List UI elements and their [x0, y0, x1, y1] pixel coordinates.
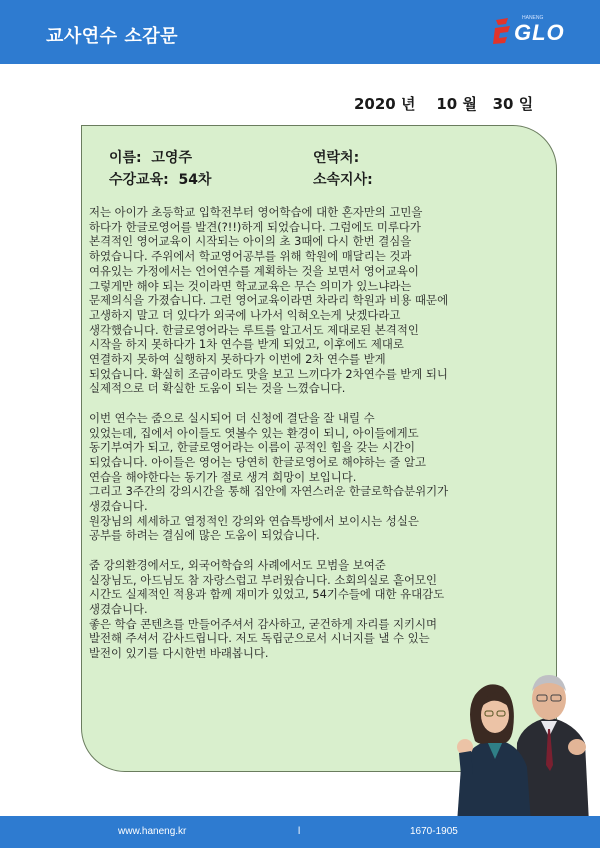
logo-subtext: HANENG: [522, 15, 544, 21]
name-value: 고영주: [151, 150, 192, 166]
body-line: 시간도 실제적인 적용과 함께 재미가 있었고, 54기수들에 대한 유대감도: [89, 587, 445, 602]
body-line: 동기부여가 되고, 한글로영어라는 이름이 공적인 힘을 갖는 시간이: [89, 440, 416, 455]
body-line: 원장님의 세세하고 열정적인 강의와 연습특방에서 보이시는 성실은: [89, 513, 419, 528]
body-line: 여유있는 가정에서는 언어연수를 계획하는 것을 보면서 영어교육이: [89, 263, 419, 278]
body-line: 문제의식을 가졌습니다. 그런 영어교육이라면 차라리 학원과 비용 때문에: [89, 293, 449, 308]
document-date: [354, 93, 533, 114]
body-line: 되었습니다. 아이들은 영어는 당연히 한글로영어로 해야하는 줄 알고: [89, 454, 427, 469]
footer-phone: 1670-1905: [410, 826, 458, 837]
course-label: 수강교육:: [109, 172, 169, 188]
body-line: 있었는데, 집에서 아이들도 엿볼수 있는 환경이 되니, 아이들에게도: [89, 425, 419, 440]
logo-mark-icon: [492, 16, 514, 46]
body-line: 연결하지 못하여 실행하지 못하다가 이번에 2차 연수를 받게: [89, 352, 386, 367]
body-line: 본격적인 영어교육이 시작되는 아이의 초 3때에 다시 한번 결심을: [89, 234, 412, 249]
body-line: 실제적으로 더 확실한 도움이 되는 것을 느꼈습니다.: [89, 381, 346, 396]
course-value: 54차: [178, 172, 212, 188]
body-line: 실장님도, 아드님도 참 자랑스럽고 부러웠습니다. 소회의실로 흩어모인: [89, 572, 438, 587]
contact-label: 연락처:: [313, 150, 360, 166]
body-line: 발전해 주셔서 감사드립니다. 저도 독립군으로서 시너지를 낼 수 있는: [89, 631, 430, 646]
body-line: 생각했습니다. 한글로영어라는 루트를 알고서도 제대로된 본격적인: [89, 322, 419, 337]
name-label: 이름:: [109, 150, 142, 166]
logo-text: GLO: [514, 20, 565, 45]
body-paragraph: [89, 411, 529, 543]
testimonial-body: [89, 205, 529, 675]
body-line: 고생하지 말고 더 있다가 외국에 나가서 익혀오는게 낫겠다라고: [89, 307, 401, 322]
body-line: 저는 아이가 초등학교 입학전부터 영어학습에 대한 혼자만의 고민을: [89, 205, 423, 219]
body-line: 연습을 해야한다는 동기가 절로 생겨 희망이 보입니다.: [89, 469, 357, 484]
body-line: 하였습니다. 주위에서 학교영어공부를 위해 학원에 매달리는 것과: [89, 249, 412, 264]
body-line: 공부를 하려는 결심에 많은 도움이 되었습니다.: [89, 528, 320, 543]
date-year: 2020 년: [354, 95, 416, 113]
brand-logo: [492, 14, 588, 50]
footer-website[interactable]: www.haneng.kr: [118, 826, 187, 837]
name-field: [109, 147, 192, 167]
branch-label: 소속지사:: [313, 172, 373, 188]
footer-separator: l: [298, 826, 301, 837]
body-line: 이번 연수는 줌으로 실시되어 더 신청에 결단을 잘 내릴 수: [89, 410, 375, 425]
body-paragraph: [89, 205, 529, 396]
page-footer: [0, 816, 600, 848]
body-line: 생겼습니다.: [89, 601, 148, 616]
body-line: 좋은 학습 콘텐츠를 만들어주셔서 감사하고, 굳건하게 자리를 지키시며: [89, 616, 438, 631]
course-field: [109, 169, 211, 189]
page-header: [0, 0, 600, 64]
body-line: 그리고 3주간의 강의시간을 통해 집안에 자연스러운 한글로학습분위기가: [89, 484, 449, 499]
body-line: 하다가 한글로영어를 발견(?!!)하게 되었습니다. 그럼에도 미루다가: [89, 219, 421, 234]
date-month: 10 월: [436, 95, 477, 113]
body-line: 되었습니다. 확실히 조금이라도 맛을 보고 느끼다가 2차연수를 받게 되니: [89, 366, 448, 381]
body-line: 시작을 하지 못하다가 1차 연수를 받게 되었고, 이후에도 제대로: [89, 337, 404, 352]
date-day: 30 일: [492, 95, 534, 113]
body-line: 생겼습니다.: [89, 499, 148, 514]
body-line: 발전이 있기를 다시한번 바래봅니다.: [89, 646, 269, 661]
body-line: 그렇게만 해야 되는 것이라면 학교교육은 무슨 의미가 있느냐라는: [89, 278, 412, 293]
page-title: 교사연수 소감문: [46, 26, 178, 47]
teacher-photo: [453, 625, 593, 823]
body-line: 줌 강의환경에서도, 외국어학습의 사례에서도 모범을 보여준: [89, 557, 386, 572]
